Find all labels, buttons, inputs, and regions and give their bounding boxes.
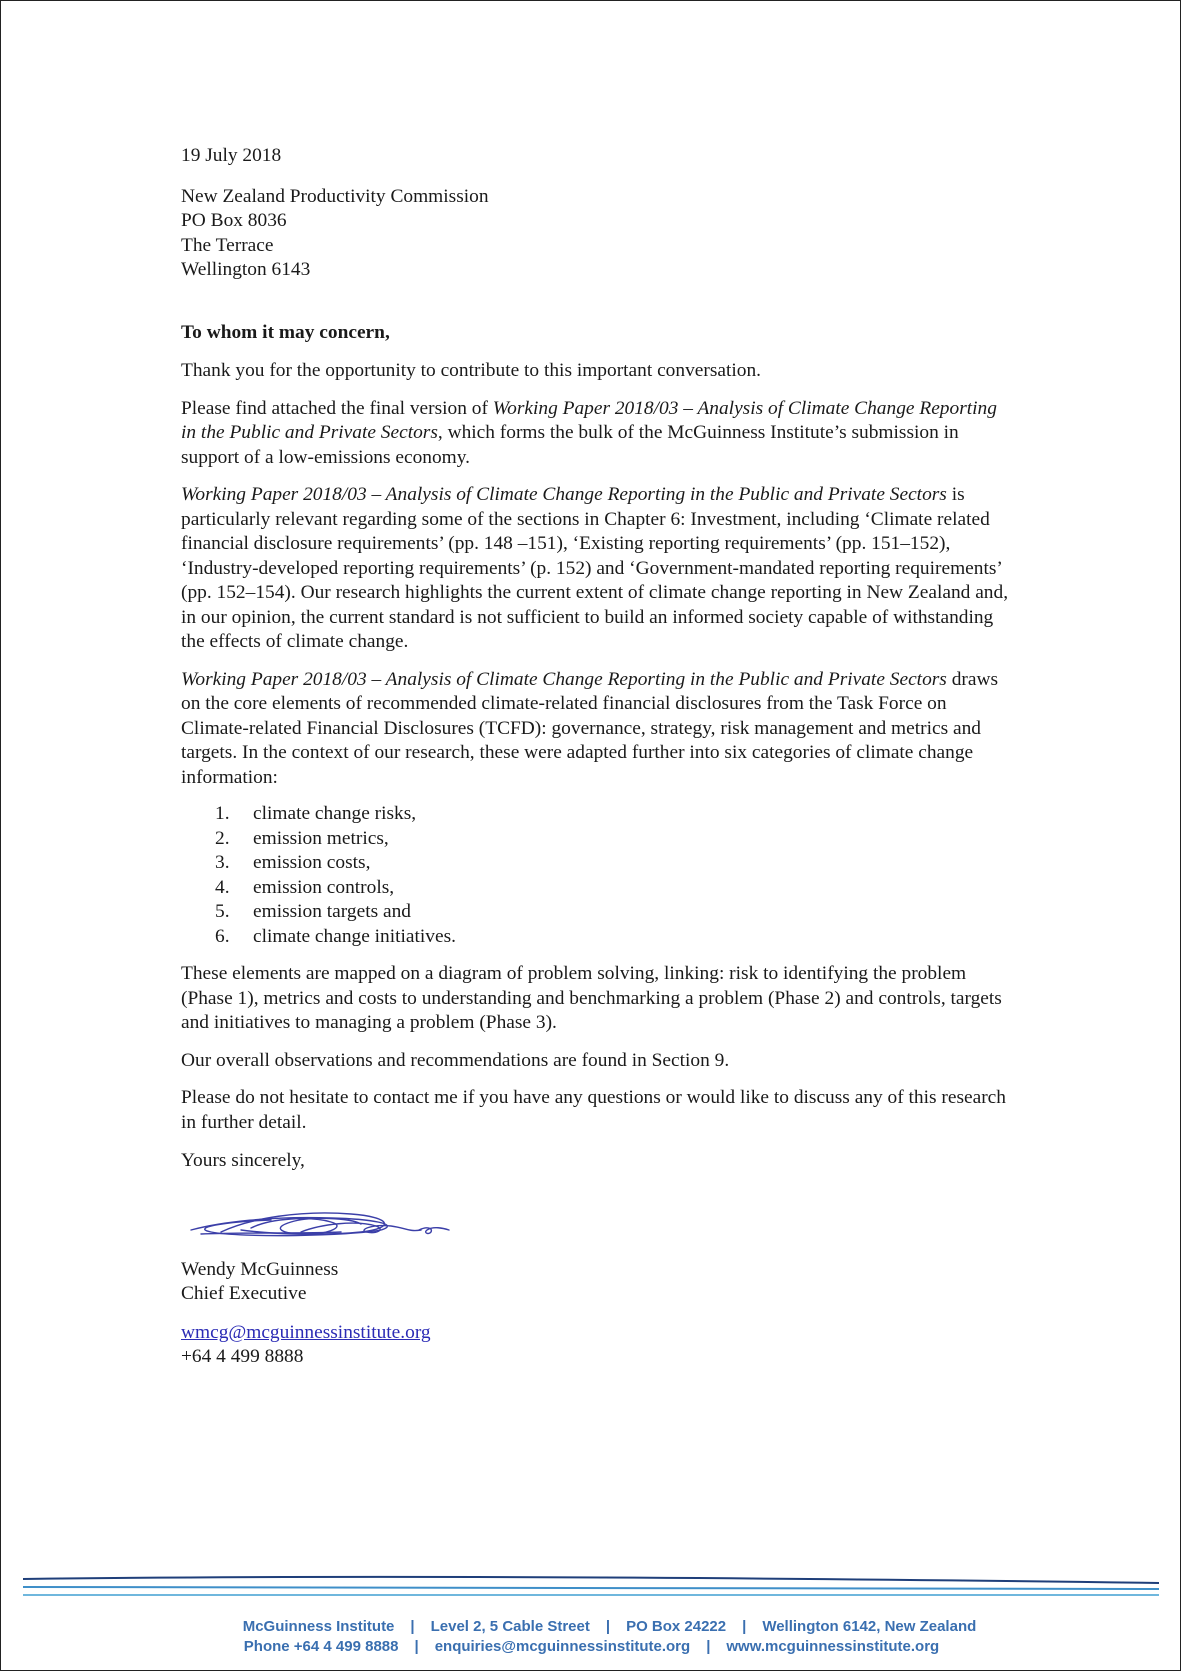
- para3-post: is particularly relevant regarding some of the sections in Chapter 6: Investment, including ‘Climate related financial disclosure requirements’ (pp. 148 –151), ‘Existing reporting requirements’ (pp. 151–152), ‘Industry-developed reporting requirements’ (p. 152) and ‘Government-mandated reporting requirements’ (pp. 152–154). Our research highlights the current extent of climate change reporting in New Zealand and, in our opinion, the current standard is not sufficient to build an informed society capable of withstanding the effects of climate change.: [181, 484, 1009, 652]
- paragraph-relevance: [181, 483, 1011, 655]
- recipient-line: The Terrace: [181, 234, 274, 256]
- signatory-name: Wendy McGuinness: [181, 1258, 339, 1280]
- paragraph-contact: Please do not hesitate to contact me if you have any questions or would like to discuss any of this research in further detail.: [181, 1087, 1006, 1133]
- paper-title: Working Paper 2018/03 – Analysis of Climate Change Reporting in the Public and Private Sectors: [181, 397, 997, 443]
- footer-email[interactable]: enquiries@mcguinnessinstitute.org: [434, 1638, 691, 1655]
- recipient-address: [181, 185, 1011, 283]
- contact-block: [181, 1321, 1011, 1370]
- signatory: [181, 1258, 1011, 1307]
- list-item: 2. emission metrics,: [215, 827, 389, 849]
- signature-image: [181, 1188, 471, 1246]
- list-item: 5. emission targets and: [215, 901, 411, 922]
- paragraph-tcfd: [181, 668, 1011, 791]
- paragraph-phases: These elements are mapped on a diagram of problem solving, linking: risk to identifying the problem (Phase 1), metrics and costs to understanding and benchmarking a problem (Phase 2) and controls, targets and initiatives to managing a problem (Phase 3).: [181, 963, 1002, 1033]
- para4-post: draws on the core elements of recommended climate-related financial disclosures from the Task Force on Climate-related Financial Disclosures (TCFD): governance, strategy, risk management and metrics and targets. In the context of our research, these were adapted further into six categories of climate change information:: [181, 668, 999, 788]
- letter-date: 19 July 2018: [181, 145, 282, 166]
- list-item: 3. emission costs,: [215, 852, 371, 873]
- footer-wave-lines: [23, 1565, 1159, 1615]
- salutation: To whom it may concern,: [181, 321, 390, 343]
- para2-post: , which forms the bulk of the McGuinness Institute’s submission in support of a low-emissions economy.: [181, 422, 959, 468]
- recipient-line: Wellington 6143: [181, 259, 311, 280]
- footer-row-contact: Phone +64 4 499 8888 | enquiries@mcguinnessinstitute.org | www.mcguinnessinstitute.org: [243, 1638, 940, 1655]
- footer-website[interactable]: www.mcguinnessinstitute.org: [726, 1638, 940, 1655]
- letter-body: [181, 144, 1011, 1370]
- closing: Yours sincerely,: [181, 1150, 305, 1171]
- list-item: 1. climate change risks,: [215, 803, 417, 824]
- paragraph-section9: Our overall observations and recommendations are found in Section 9.: [181, 1049, 730, 1071]
- para2-pre: Please find attached the final version of: [181, 397, 493, 419]
- signatory-title: Chief Executive: [181, 1283, 307, 1304]
- list-item: 6. climate change initiatives.: [215, 925, 456, 947]
- list-item: 4. emission controls,: [215, 876, 395, 898]
- paragraph-attachment: [181, 397, 1011, 471]
- phone-number: +64 4 499 8888: [181, 1346, 304, 1367]
- categories-list: [181, 802, 1011, 949]
- email-link[interactable]: wmcg@mcguinnessinstitute.org: [181, 1321, 431, 1343]
- paragraph-thanks: Thank you for the opportunity to contribute to this important conversation.: [181, 360, 761, 381]
- paper-title: Working Paper 2018/03 – Analysis of Climate Change Reporting in the Public and Private Sectors: [181, 484, 947, 505]
- paper-title: Working Paper 2018/03 – Analysis of Climate Change Reporting in the Public and Private Sectors: [181, 668, 947, 690]
- footer-row-address: McGuinness Institute | Level 2, 5 Cable Street | PO Box 24222 | Wellington 6142, New Zealand: [242, 1618, 977, 1635]
- recipient-line: PO Box 8036: [181, 210, 287, 231]
- footer-contact: [1, 1617, 1181, 1657]
- recipient-line: New Zealand Productivity Commission: [181, 185, 489, 207]
